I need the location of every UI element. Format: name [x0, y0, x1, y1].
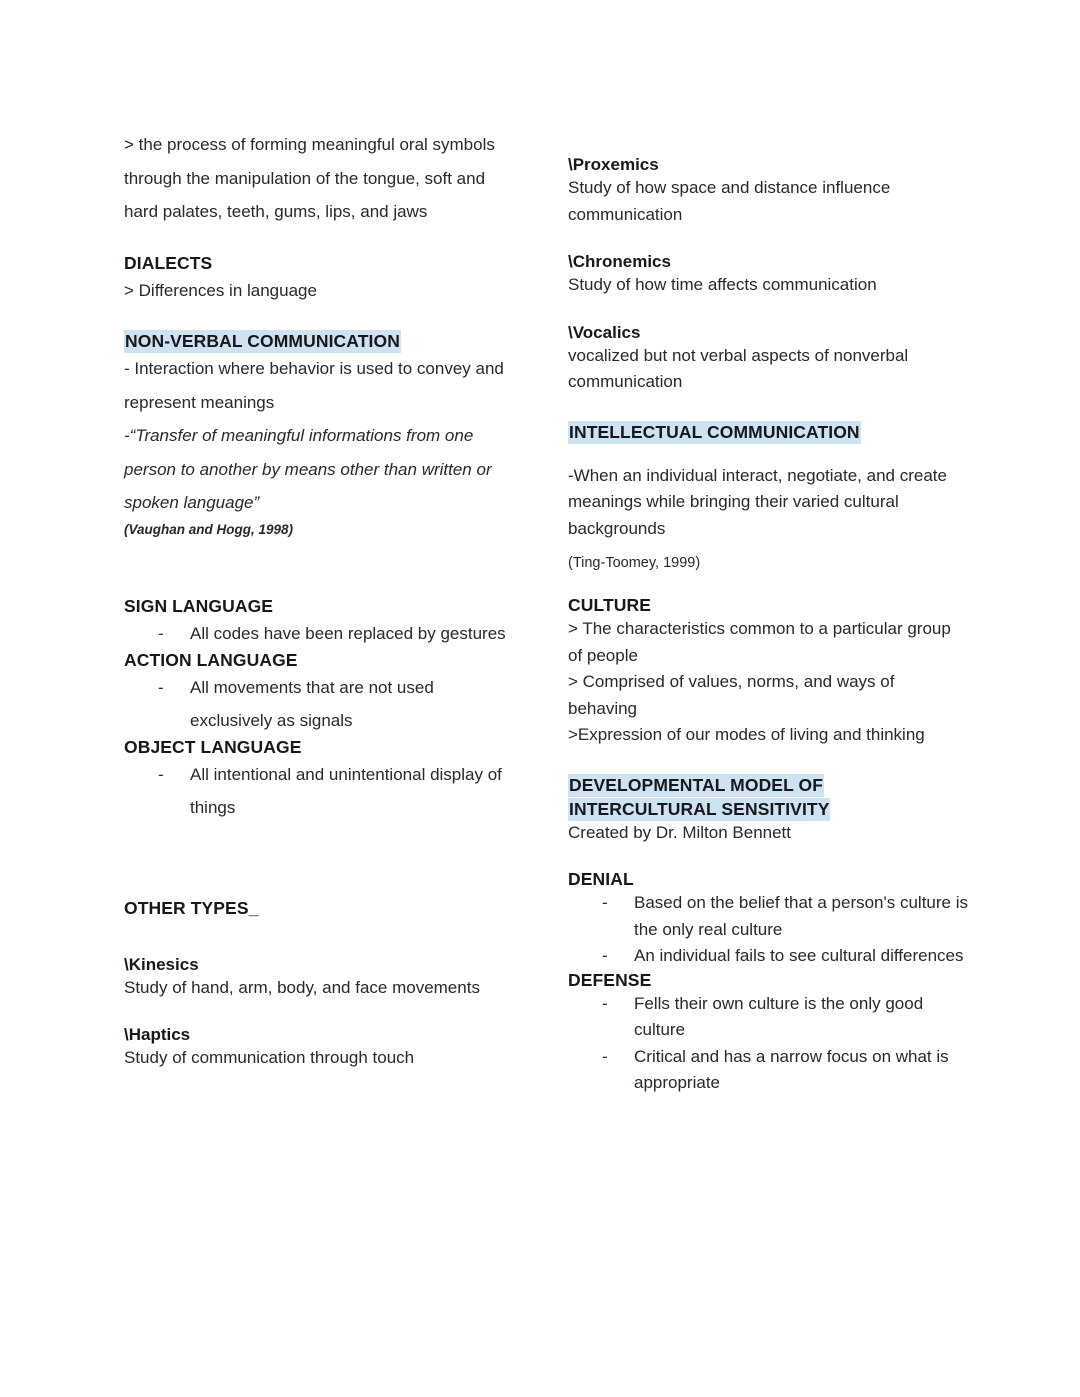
- nonverbal-line1: - Interaction where behavior is used to convey and represent meanings: [124, 359, 504, 412]
- list-item-label: Fells their own culture is the only good culture: [634, 993, 924, 1039]
- dmis-stage-denial-list: [568, 890, 968, 970]
- list-item: [124, 617, 516, 650]
- other-types-entry-proxemics: [568, 155, 968, 228]
- object-language-list: [124, 758, 516, 824]
- list-item: [124, 758, 516, 824]
- spacer: [568, 846, 968, 869]
- culture-line-1: > The characteristics common to a particular group of people: [568, 619, 951, 665]
- list-item-label: An individual fails to see cultural differences: [634, 946, 964, 965]
- list-item: [568, 1044, 968, 1097]
- spacer: [124, 1001, 516, 1025]
- sign-language-list: [124, 617, 516, 650]
- intellectual-heading-wrap: [568, 422, 968, 443]
- spacer: [568, 299, 968, 323]
- action-language-heading: ACTION LANGUAGE: [124, 649, 298, 670]
- dash-icon: -: [158, 677, 164, 697]
- dash-icon: -: [158, 764, 164, 784]
- dash-icon: -: [602, 993, 608, 1013]
- spacer: [124, 229, 516, 253]
- spacer: [124, 307, 516, 331]
- nonverbal-heading: NON-VERBAL COMMUNICATION: [125, 331, 400, 351]
- dmis-heading-line2: INTERCULTURAL SENSITIVITY: [569, 798, 830, 819]
- spacer: [568, 396, 968, 422]
- list-item-label: Critical and has a narrow focus on what is appropriate: [634, 1046, 949, 1092]
- culture-line-3: >Expression of our modes of living and thinking: [568, 725, 925, 744]
- intellectual-citation: (Ting-Toomey, 1999): [568, 555, 701, 571]
- list-item: [568, 943, 968, 970]
- nonverbal-quote: -“Transfer of meaningful informations from one person to another by means other than written or spoken language”: [124, 426, 492, 512]
- culture-line-2: > Comprised of values, norms, and ways of behaving: [568, 672, 895, 718]
- term-label: \Chronemics: [568, 252, 671, 271]
- term-definition: vocalized but not verbal aspects of nonverbal communication: [568, 345, 909, 391]
- list-item-label: All intentional and unintentional display of things: [190, 764, 502, 817]
- spacer: [568, 443, 968, 463]
- dmis-stage-denial-heading: DENIAL: [568, 869, 634, 889]
- list-item: [124, 671, 516, 737]
- dmis-heading-line2-wrap: [568, 799, 968, 820]
- other-types-heading: OTHER TYPES_: [124, 897, 259, 918]
- other-types-entry-kinesics: [124, 955, 516, 1002]
- object-language-heading: OBJECT LANGUAGE: [124, 736, 302, 757]
- culture-heading: CULTURE: [568, 595, 652, 615]
- intellectual-heading: INTELLECTUAL COMMUNICATION: [569, 421, 860, 442]
- term-label: \Haptics: [124, 1025, 191, 1044]
- list-item: [568, 991, 968, 1044]
- term-definition: Study of how space and distance influence communication: [568, 178, 891, 224]
- dash-icon: -: [602, 893, 608, 912]
- spacer: [568, 749, 968, 775]
- list-item-label: All codes have been replaced by gestures: [190, 623, 506, 643]
- list-item-label: All movements that are not used exclusively as signals: [190, 677, 434, 730]
- list-item: [568, 890, 968, 943]
- term-definition: Study of communication through touch: [124, 1048, 415, 1067]
- dialects-heading: DIALECTS: [124, 252, 213, 273]
- dash-icon: -: [158, 623, 164, 643]
- spacer: [124, 824, 516, 898]
- spacer: [568, 542, 968, 553]
- nonverbal-heading-wrap: [124, 331, 516, 352]
- spacer: [124, 919, 516, 955]
- term-label: \Kinesics: [124, 954, 199, 974]
- term-label: \Proxemics: [568, 155, 659, 174]
- spacer: [124, 540, 516, 596]
- dash-icon: -: [602, 1046, 608, 1066]
- dmis-stage-defense-list: [568, 991, 968, 1097]
- left-column: [124, 128, 516, 1072]
- dmis-heading-line1: DEVELOPMENTAL MODEL OF: [569, 774, 824, 795]
- dmis-subtitle: Created by Dr. Milton Bennett: [568, 822, 792, 842]
- spacer: [568, 573, 968, 595]
- nonverbal-citation: (Vaughan and Hogg, 1998): [124, 521, 294, 537]
- right-column: [568, 155, 968, 1097]
- intellectual-body: -When an individual interact, negotiate, and create meanings while bringing their varied cultural backgrounds: [568, 465, 947, 538]
- dialects-line: > Differences in language: [124, 280, 317, 300]
- action-language-list: [124, 671, 516, 737]
- term-definition: Study of hand, arm, body, and face movements: [124, 977, 480, 997]
- spacer: [568, 228, 968, 252]
- term-label: \Vocalics: [568, 322, 641, 342]
- intro-paragraph: > the process of forming meaningful oral symbols through the manipulation of the tongue, soft and hard palates, teeth, gums, lips, and jaws: [124, 135, 495, 221]
- dmis-stage-defense-heading: DEFENSE: [568, 969, 652, 990]
- list-item-label: Based on the belief that a person's culture is the only real culture: [634, 893, 969, 939]
- dash-icon: -: [602, 946, 608, 965]
- term-definition: Study of how time affects communication: [568, 275, 877, 294]
- other-types-entry-chronemics: [568, 252, 968, 299]
- sign-language-heading: SIGN LANGUAGE: [124, 595, 274, 616]
- other-types-entry-vocalics: [568, 323, 968, 396]
- dmis-heading-line1-wrap: [568, 775, 968, 796]
- other-types-entry-haptics: [124, 1025, 516, 1072]
